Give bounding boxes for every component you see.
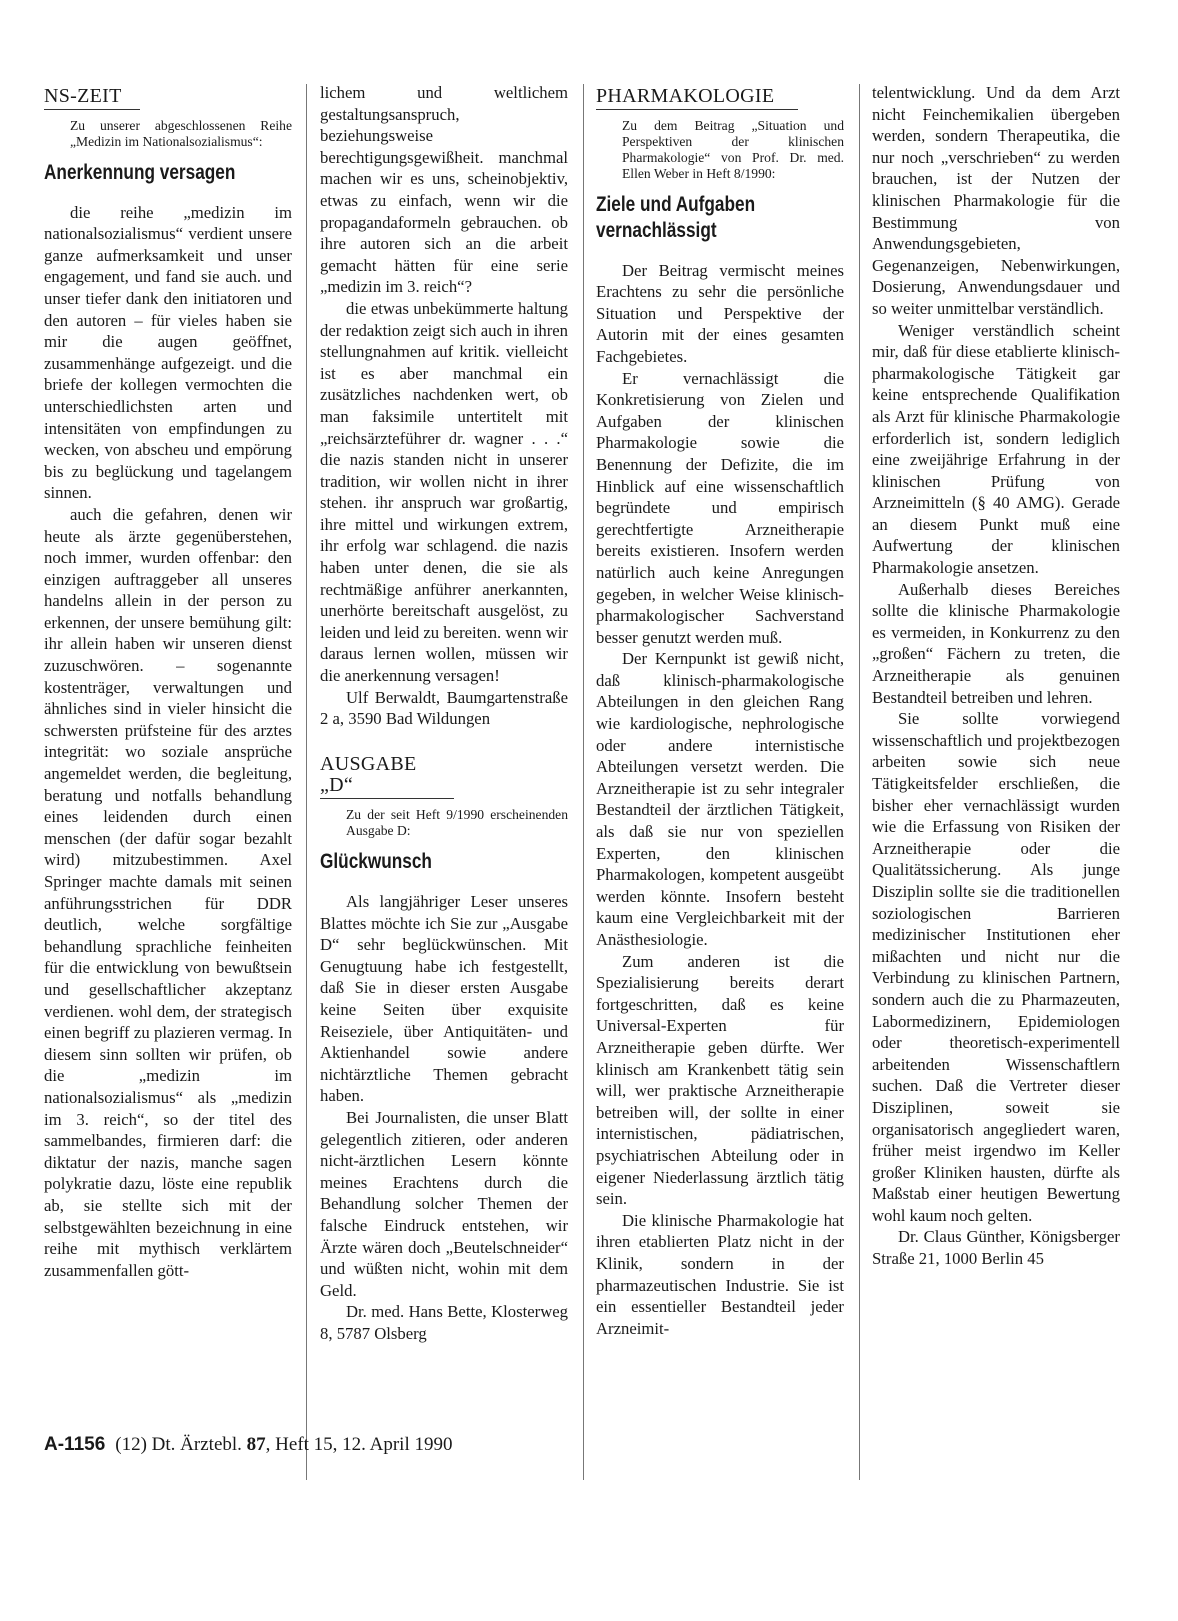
column-3 <box>596 82 844 1482</box>
column-divider <box>583 84 584 1480</box>
page-number: A-1156 <box>44 1434 106 1455</box>
letter-paragraph: Als langjähriger Leser unseres Blattes möchte ich Sie zur „Ausgabe D“ sehr beglückwünschen. Mit Genugtuung habe ich festgestellt, daß Sie in dieser ersten Ausgabe keine Seiten über exquisite Reiseziele, über Antiquitäten- und Aktienhandel sowie andere nichtärztliche Themen gebracht haben. <box>320 892 568 1106</box>
letter-intro: Zu der seit Heft 9/1990 erscheinenden Ausgabe D: <box>346 807 568 838</box>
letter-signature: Ulf Berwaldt, Baumgartenstraße 2 a, 3590 Bad Wildungen <box>320 687 568 729</box>
letter-headline: Glückwunsch <box>320 850 432 873</box>
letter-intro: Zu dem Beitrag „Situation und Perspektiven der klinischen Pharmakologie“ von Prof. Dr. med. Ellen Weber in Heft 8/1990: <box>622 117 844 181</box>
letter-paragraph: die etwas unbekümmerte haltung der redaktion zeigt sich auch in ihren stellungnahmen auf kritik. vielleicht ist es aber manchmal ein zusätzliches nachdenken wert, ob man faksimile untertitelt mit „reichsärzteführer dr. wagner . . .“ die nazis standen nicht in unserer tradition, wir wollen nicht in ihrer stehen. ihr anspruch war großartig, ihre mittel und wirkungen extrem, ihr erfolg war schlagend. die nazis haben unter denen, die sie als rechtmäßige anführer anerkannten, unerhörte bereitschaft ausgelöst, zu leiden und leid zu bereiten. wenn wir daraus lernen wollen, müssen wir die anerkennung versagen! <box>320 298 568 686</box>
letter-paragraph: Sie sollte vorwiegend wissenschaftlich und projektbezogen arbeiten sowie sich neue Tätigkeitsfelder erschließen, die bisher eher vernachlässigt wurden wie die Erfassung von Risiken der Arzneitherapie oder die Qualitätssicherung. Als junge Disziplin sollte sie die traditionellen soziologischen Barrieren medizinischer Institutionen eher mißachten und nicht nur die Verbindung zu klinischen Partnern, sondern auch die zu Pharmazeuten, Labormedizinern, Epidemiologen oder theoretisch-experimentell arbeitenden Wissenschaftlern suchen. Daß die Vertreter dieser Disziplinen, soweit sie organisatorisch angegliedert waren, früher meist irgendwo im Keller großer Kliniken hausten, dürfte als Maßstab einer heutigen Bewertung wohl kaum noch gelten. <box>872 709 1120 1225</box>
column-divider <box>859 84 860 1480</box>
letter-paragraph: Der Beitrag vermischt meines Erachtens zu sehr die persönliche Situation und Perspektive der Autorin mit der eines gesamten Fachgebietes. <box>596 260 844 366</box>
section-label-ns-zeit: NS-ZEIT <box>44 86 140 110</box>
column-2 <box>320 82 568 1482</box>
letter-paragraph: Die klinische Pharmakologie hat ihren etablierten Platz nicht in der Klinik, sondern in der pharmazeutischen Industrie. Sie ist ein essentieller Bestandteil jeder Arzneimit- <box>596 1210 844 1338</box>
column-1 <box>44 82 292 1482</box>
section-label-pharmakologie: PHARMAKOLOGIE <box>596 86 798 110</box>
letter-paragraph: die reihe „medizin im nationalsozialismus“ verdient unsere ganze aufmerksamkeit und unser engagement, und fand sie auch. und unser tiefer dank den initiatoren und den autoren – für vieles haben sie mir die augen geöffnet, zusammenhänge aufgezeigt. und die briefe der kollegen vermochten die unterschiedlichsten arten und intensitäten von empfindungen zu wecken, von abscheu und empörung bis zu beglückung und tagelangem sinnen. <box>44 202 292 503</box>
letter-signature: Dr. med. Hans Bette, Klosterweg 8, 5787 Olsberg <box>320 1302 568 1343</box>
column-divider <box>306 84 307 1480</box>
letter-paragraph: telentwicklung. Und da dem Arzt nicht Feinchemikalien übergeben werden, sondern Therapeutika, die nur noch „verschrieben“ zu werden brauchen, ist der Nutzen der klinischen Pharmakologie für die Bestimmung von Anwendungsgebieten, Gegenanzeigen, Nebenwirkungen, Dosierung, Anwendungsdauer und so weiter unmittelbar verständlich. <box>872 83 1120 318</box>
journal-citation: (12) Dt. Ärztebl. <box>115 1434 242 1455</box>
letter-headline: Ziele und Aufgaben vernachlässigt <box>596 192 756 242</box>
letter-paragraph: Außerhalb dieses Bereiches sollte die klinische Pharmakologie es vermeiden, in Konkurrenz zu den „großen“ Fächern zu treten, die Arzneitherapie als genuinen Bestandteil betreiben und lehren. <box>872 579 1120 707</box>
letter-paragraph: auch die gefahren, denen wir heute als ärzte gegenüberstehen, noch immer, wurden offenbar: den einzigen auftraggeber all unseres handelns allein in der person zu erkennen, der unsere bemühung gilt: ihr allein haben wir unseren dienst zuzuschwören. – sogenannte kostenträger, verwaltungen und ähnliches sind in vieler hinsicht die schwersten prüfsteine für des arztes integrität: wo soziale ansprüche angemeldet werden, die begleitung, beratung und notfalls behandlung eines leidenden durch einen menschen (der dafür sogar bezahlt wird) mitzubestimmen. Axel Springer machte damals mit seinen anführungsstrichen für DDR deutlich, welche sorgfältige behandlung sprachliche feinheiten für die entwicklung von bewußtsein und gesellschaftlicher akzeptanz verdienen. wohl dem, der strategisch einen begriff zu plazieren vermag. In diesem sinn sollten wir prüfen, ob die „medizin im nationalsozialismus“ als „medizin im 3. reich“, so der titel des sammelbandes, firmieren darf: die diktatur der nazis, manche sagen polykratie dazu, löste eine republik ab, sie stellte sich mit der selbstgewählten bezeichnung in eine reihe mit mythisch verklärtem zusammenfallen gött- <box>44 504 292 1280</box>
letter-paragraph: Zum anderen ist die Spezialisierung bereits derart fortgeschritten, daß es keine Universal-Experten für Arzneitherapie geben dürfte. Wer klinisch am Krankenbett tätig sein will, wer praktische Arzneitherapie betreiben will, der sollte in einer internistischen, pädiatrischen, psychiatrischen Abteilung oder in eigener Niederlassung ärztlich tätig sein. <box>596 951 844 1209</box>
section-label-ausgabe-d: AUSGABE „D“ <box>320 754 454 799</box>
letter-paragraph: Er vernachlässigt die Konkretisierung von Zielen und Aufgaben der klinischen Pharmakologie sowie die Benennung der Defizite, die im Hinblick auf eine wissenschaftlich begründete und empirisch gerechtfertigte Arzneitherapie bereits existieren. Insofern werden natürlich auch keine Anregungen gegeben, in welcher Weise klinisch-pharmakologischer Sachverstand besser genutzt werden muß. <box>596 368 844 647</box>
column-4 <box>872 82 1120 1482</box>
letter-paragraph: Weniger verständlich scheint mir, daß für diese etablierte klinisch-pharmakologische Tätigkeit gar keine entsprechende Qualifikation als Arzt für klinische Pharmakologie erforderlich ist, sondern lediglich eine zweijährige Erfahrung in der klinischen Prüfung von Arzneimitteln (§ 40 AMG). Gerade an diesem Punkt muß eine Aufwertung der klinischen Pharmakologie ansetzen. <box>872 320 1120 578</box>
letter-signature: Dr. Claus Günther, Königsberger Straße 21, 1000 Berlin 45 <box>872 1227 1120 1269</box>
letter-paragraph: Bei Journalisten, die unser Blatt gelegentlich zitieren, oder anderen nicht-ärztlichen Lesern könnte meines Erachtens durch die Behandlung solcher Themen der falsche Eindruck entstehen, wir Ärzte wären doch „Beutelschneider“ und wüßten nicht, wohin mit dem Geld. <box>320 1107 568 1300</box>
letter-paragraph: lichem und weltlichem gestaltungsanspruch, beziehungsweise berechtigungsgewißheit. manchmal machen wir es uns, scheinobjektiv, etwas zu einfach, wenn wir die propagandaformeln gebrauchen. ob ihre autoren sich an die arbeit gemacht hätten für eine serie „medizin im 3. reich“? <box>320 83 568 297</box>
page-footer <box>44 1434 453 1456</box>
journal-volume: 87 <box>246 1434 266 1455</box>
letter-headline: Anerkennung versagen <box>44 160 236 184</box>
letter-intro: Zu unserer abgeschlossenen Reihe „Medizin im Nationalsozialismus“: <box>70 117 292 149</box>
letter-paragraph: Der Kernpunkt ist gewiß nicht, daß klinisch-pharmakologische Abteilungen in den gleichen Rang wie kardiologische, nephrologische oder andere internistische Abteilungen versetzt werden. Die Arzneitherapie ist zu sehr integraler Bestandteil der ärztlichen Tätigkeit, als daß sie nur von speziellen Experten, den klinischen Pharmakologen, kompetent ausgeübt werden könnte. Insofern besteht kaum eine Vergleichbarkeit mit der Anästhesiologie. <box>596 649 844 949</box>
journal-issue-date: , Heft 15, 12. April 1990 <box>265 1434 453 1455</box>
